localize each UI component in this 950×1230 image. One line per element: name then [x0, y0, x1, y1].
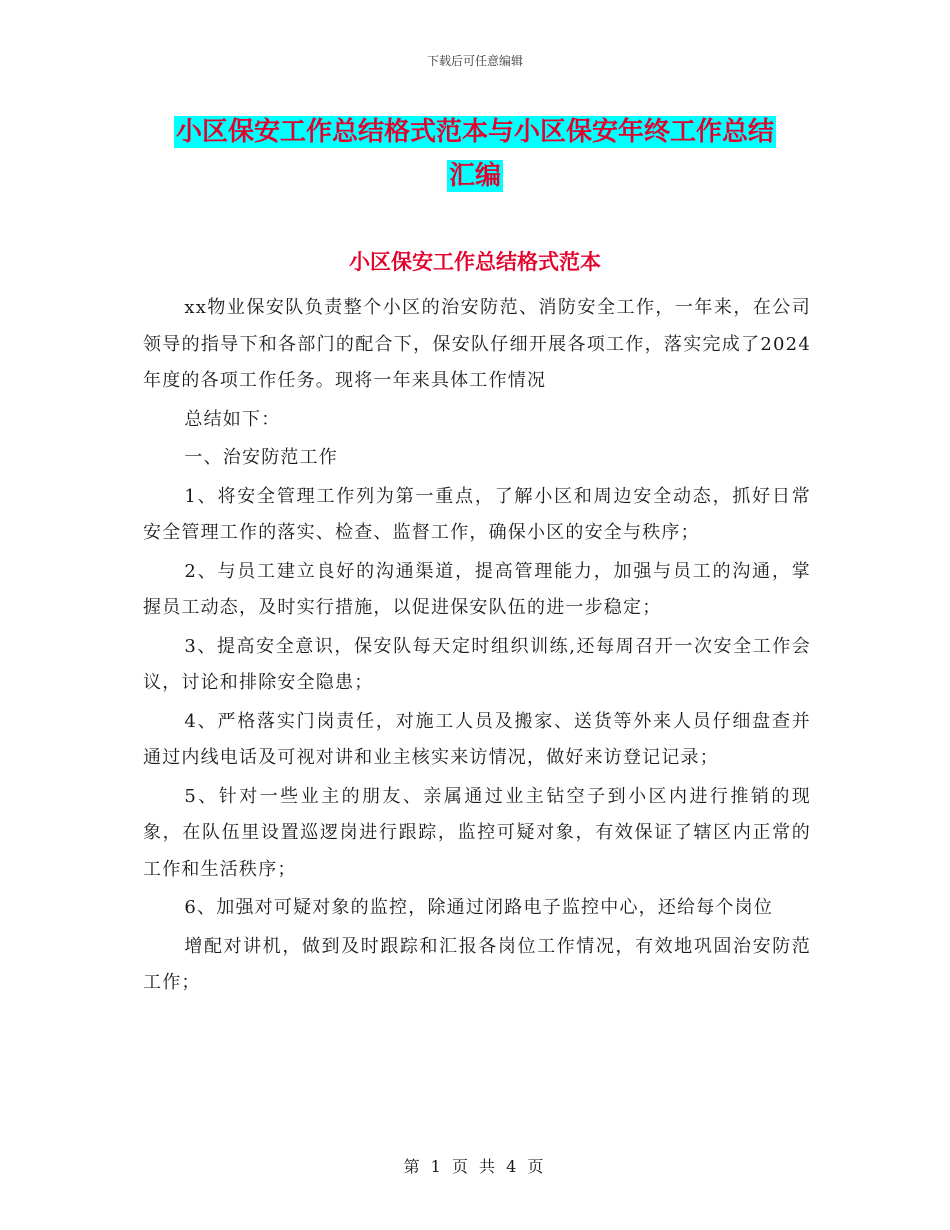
- paragraph: 2、与员工建立良好的沟通渠道，提高管理能力，加强与员工的沟通，掌握员工动态，及时实行措施，以促进保安队伍的进一步稳定；: [143, 560, 811, 618]
- paragraph: 3、提高安全意识，保安队每天定时组织训练,还每周召开一次安全工作会议，讨论和排除安全隐患；: [143, 635, 811, 693]
- paragraph: 一、治安防范工作: [184, 447, 338, 468]
- paragraph: 总结如下：: [184, 408, 281, 430]
- paragraph: 5、针对一些业主的朋友、亲属通过业主钻空子到小区内进行推销的现象，在队伍里设置巡逻岗进行跟踪，监控可疑对象，有效保证了辖区内正常的工作和生活秩序；: [143, 785, 811, 880]
- body-text: [143, 290, 811, 1004]
- paragraph: xx物业保安队负责整个小区的治安防范、消防安全工作，一年来，在公司领导的指导下和各部门的配合下，保安队仔细开展各项工作，落实完成了2024年度的各项工作任务。现将一年来具体工作情况: [143, 297, 811, 391]
- document-title: [0, 110, 950, 198]
- title-line-1: 小区保安工作总结格式范本与小区保安年终工作总结: [175, 117, 774, 147]
- paragraph: 4、严格落实门岗责任，对施工人员及搬家、送货等外来人员仔细盘查并通过内线电话及可视对讲和业主核实来访情况，做好来访登记记录；: [143, 710, 811, 768]
- title-line-2: 汇编: [448, 161, 501, 191]
- paragraph: 6、加强对可疑对象的监控，除通过闭路电子监控中心，还给每个岗位: [184, 897, 774, 918]
- paragraph: 1、将安全管理工作列为第一重点，了解小区和周边安全动态，抓好日常安全管理工作的落实、检查、监督工作，确保小区的安全与秩序；: [143, 485, 811, 543]
- page-footer: 第 1 页 共 4 页: [403, 1157, 547, 1176]
- paragraph: 增配对讲机，做到及时跟踪和汇报各岗位工作情况，有效地巩固治安防范工作；: [143, 935, 811, 993]
- header-note: 下载后可任意编辑: [426, 54, 523, 68]
- section-title: 小区保安工作总结格式范本: [349, 250, 601, 274]
